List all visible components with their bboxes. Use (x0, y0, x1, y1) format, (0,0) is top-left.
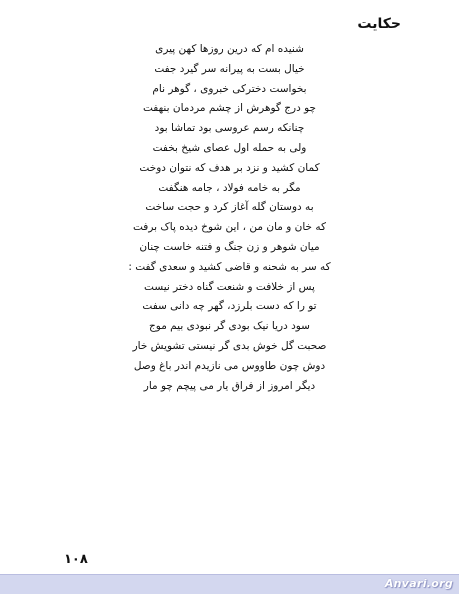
poem-line: تو را که دست بلرزد، گهر چه دانی سفت (142, 300, 317, 313)
poem-line: ولی به حمله اول عصای شیخ بخفت (152, 141, 307, 154)
poem-line: میان شوهر و زن جنگ و فتنه خاست چنان (139, 240, 320, 253)
poem-line: پس از خلافت و شنعت گناه دختر نیست (144, 280, 315, 293)
poem-line: صحبت گل خوش بدی گر نیستی تشویش خار (132, 339, 327, 352)
poem-line: کمان کشید و نزد بر هدف که نتوان دوخت (139, 161, 320, 174)
poem-line: بخواست دخترکی خبروی ، گوهر نام (152, 82, 307, 95)
poem-line: به دوستان گله آغاز کرد و حجت ساخت (145, 201, 314, 214)
footer-bar (0, 574, 459, 594)
poem-line: شنیده ام که درین روزها کهن پیری (155, 43, 304, 55)
page-number: ۱۰۸ (64, 552, 88, 567)
poem-line: دوش چون طاووس می نازیدم اندر باغ وصل (133, 359, 326, 372)
poem-line: چو درج گوهرش از چشم مردمان بنهفت (142, 102, 317, 115)
poem-line: دیگر امروز از فراق یار می پیچم چو مار (143, 379, 316, 392)
poem-line: که خان و مان من ، این شوخ دیده پاک برفت (132, 221, 327, 234)
page-title: حکایت (357, 16, 401, 32)
poem-line: که سر به شحنه و قاضی کشید و سعدی گفت : (128, 260, 331, 273)
poem-line: سود دریا نیک بودی گر نبودی بیم موج (149, 320, 310, 333)
poem-body (0, 40, 459, 396)
poem-line: چنانکه رسم عروسی بود تماشا بود (154, 122, 305, 135)
poem-line: خیال بست به پیرانه سر گیرد جفت (154, 62, 305, 75)
poem-line: مگر به خامه فولاد ، جامه هنگفت (158, 181, 301, 194)
watermark-logo[interactable]: Anvari.org (384, 577, 453, 590)
